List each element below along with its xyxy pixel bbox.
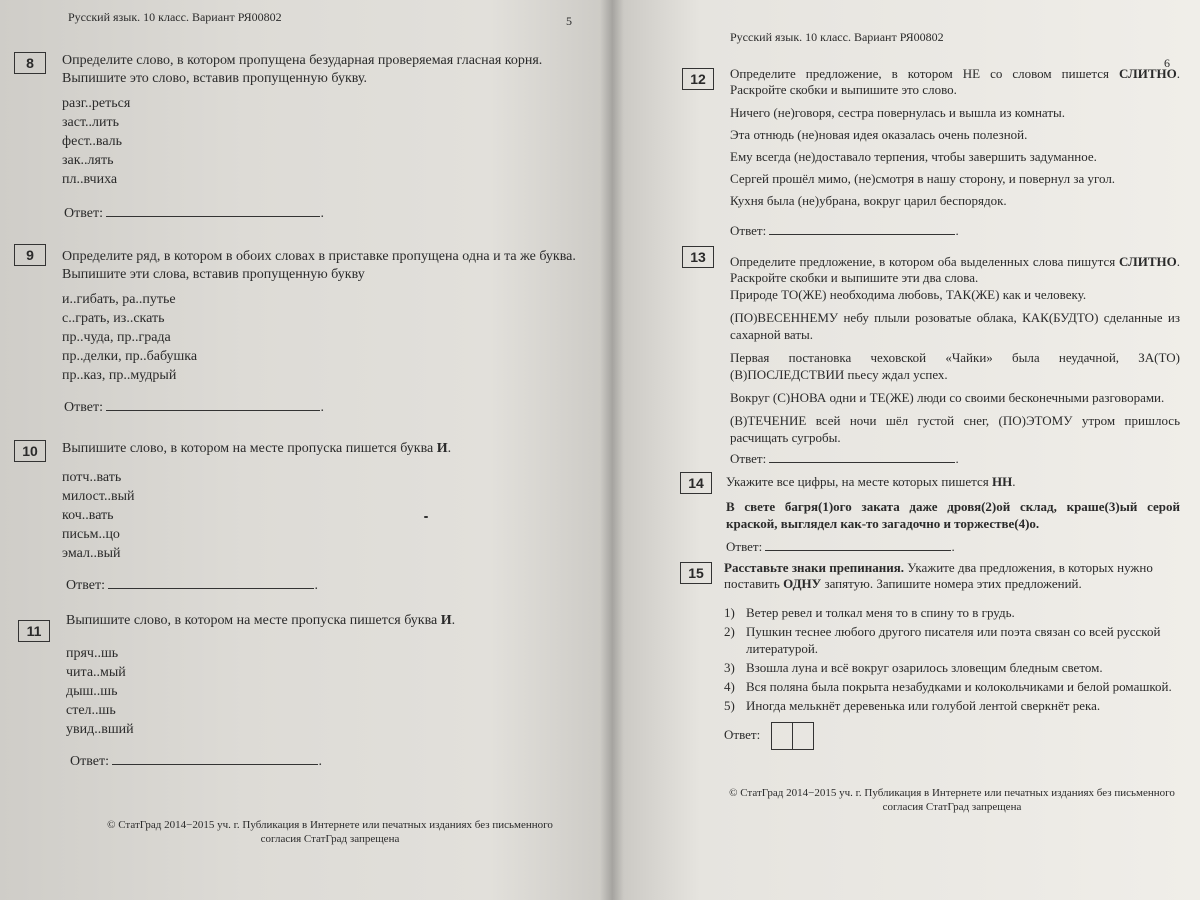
- list-item: Первая постановка чеховской «Чайки» была неудачной, ЗА(ТО) (В)ПОСЛЕДСТВИИ пьесу ждал успех.: [730, 350, 1180, 382]
- task-question: [724, 560, 1182, 592]
- answer-dot: .: [951, 539, 955, 554]
- answer-boxes-row: [724, 722, 1182, 750]
- book-spine-shadow: [600, 0, 624, 900]
- answer-label: Ответ:: [730, 223, 767, 238]
- list-item: пл..вчиха: [62, 172, 118, 187]
- list-item: (ПО)ВЕСЕННЕМУ небу плыли розоватые облака, КАК(БУДТО) сделанные из сахарной ваты.: [730, 310, 1180, 342]
- word-list: [62, 468, 592, 563]
- answer-box[interactable]: [771, 722, 793, 750]
- answer-label: Ответ:: [730, 451, 767, 466]
- answer-field[interactable]: [730, 450, 959, 467]
- right-page: [612, 0, 1200, 900]
- list-item: коч..вать: [62, 508, 114, 523]
- list-item: увид..вший: [66, 722, 134, 737]
- answer-boxes: [771, 722, 814, 750]
- answer-field[interactable]: [726, 538, 955, 555]
- item-number: 2): [724, 624, 735, 639]
- answer-line[interactable]: [112, 752, 318, 765]
- answer-dot: .: [320, 206, 324, 221]
- list-item: (В)ТЕЧЕНИЕ всей ночи шёл густой снег, (ПО)ЭТОМУ утром пришлось расчищать сугробы.: [730, 413, 1180, 445]
- word-list: [66, 644, 592, 739]
- list-item: заст..лить: [62, 115, 120, 130]
- answer-dot: .: [320, 400, 324, 415]
- question-text-end: .: [1012, 474, 1016, 489]
- answer-line[interactable]: [769, 450, 955, 463]
- list-item: чита..мый: [66, 665, 126, 680]
- list-item: [724, 659, 1182, 676]
- question-keyword: НН: [991, 474, 1013, 489]
- page-footer: [60, 818, 600, 846]
- question-text: Укажите два предложения, в которых нужно поставить: [724, 560, 1153, 591]
- list-item: потч..вать: [62, 470, 122, 485]
- task-8: [62, 52, 592, 189]
- question-dot: .: [447, 441, 452, 456]
- list-item: милост..вый: [62, 489, 135, 504]
- list-item: стел..шь: [66, 703, 116, 718]
- question-text: Определите предложение, в котором НЕ со словом пишется: [730, 66, 1119, 81]
- word-list: [62, 290, 592, 385]
- answer-dot: .: [955, 451, 959, 466]
- question-text: Определите предложение, в котором оба выделенных слова пишутся: [730, 254, 1119, 269]
- list-item: письм..цо: [62, 527, 120, 542]
- task-question: [730, 66, 1180, 98]
- list-item: эмал..вый: [62, 546, 121, 561]
- item-text: Взошла луна и всё вокруг озарилось зловещим бледным светом.: [746, 660, 1103, 675]
- task-number-10: 10: [14, 440, 46, 462]
- task-number-9: 9: [14, 244, 46, 266]
- answer-field[interactable]: [64, 398, 324, 416]
- answer-dot: .: [318, 754, 322, 769]
- sentence-list: [730, 286, 1180, 446]
- list-item: и..гибать, ра..путье: [62, 292, 176, 307]
- answer-line[interactable]: [769, 222, 955, 235]
- list-item: [724, 604, 1182, 621]
- answer-line[interactable]: [108, 576, 314, 589]
- page-header: Русский язык. 10 класс. Вариант РЯ00802: [730, 30, 944, 44]
- answer-label: Ответ:: [724, 726, 761, 742]
- task-11: [66, 612, 592, 739]
- list-item: зак..лять: [62, 153, 114, 168]
- question-text-end: . Раскройте скобки и выпишите эти два слова.: [730, 254, 1180, 285]
- task-number-15: 15: [680, 562, 712, 584]
- question-keyword: СЛИТНО: [1118, 66, 1177, 81]
- answer-field[interactable]: [70, 752, 322, 770]
- answer-label: Ответ:: [70, 754, 109, 769]
- list-item: с..грать, из..скать: [62, 311, 165, 326]
- question-text-end: запятую. Запишите номера этих предложений.: [821, 576, 1082, 591]
- list-item: разг..реться: [62, 96, 131, 111]
- list-item: Ничего (не)говоря, сестра повернулась и вышла из комнаты.: [730, 105, 1065, 120]
- task-15: [724, 560, 1182, 750]
- task-sentence: В свете багря(1)ого заката даже дровя(2)ой склад, краше(3)ый серой краской, выглядел как-то загадочно и торжестве(4)о.: [726, 499, 1180, 531]
- answer-label: Ответ:: [726, 539, 763, 554]
- question-keyword: ОДНУ: [783, 576, 822, 591]
- question-keyword: СЛИТНО: [1118, 254, 1177, 269]
- answer-dot: .: [955, 223, 959, 238]
- item-number: 4): [724, 679, 735, 694]
- answer-label: Ответ:: [66, 578, 105, 593]
- footer-line: согласия СтатГрад запрещена: [260, 833, 400, 845]
- task-number-12: 12: [682, 68, 714, 90]
- footer-line: © СтатГрад 2014−2015 уч. г. Публикация в Интернете или печатных изданиях без письменного: [729, 787, 1175, 799]
- item-text: Ветер ревел и толкал меня то в спину то в грудь.: [746, 605, 1015, 620]
- question-dot: .: [451, 613, 456, 628]
- item-number: 5): [724, 698, 735, 713]
- answer-line[interactable]: [765, 538, 951, 551]
- answer-line[interactable]: [106, 398, 320, 411]
- page-footer: [722, 786, 1182, 814]
- task-question: [62, 440, 592, 458]
- task-13: [730, 254, 1180, 446]
- task-question: Определите ряд, в котором в обоих словах в приставке пропущена одна и та же буква. Выпишите эти слова, вставив пропущенную букву: [62, 249, 576, 282]
- item-text: Вся поляна была покрыта незабудками и колокольчиками и белой ромашкой.: [746, 679, 1172, 694]
- footer-line: © СтатГрад 2014−2015 уч. г. Публикация в Интернете или печатных изданиях без письменного: [107, 819, 553, 831]
- list-item: пр..делки, пр..бабушка: [62, 349, 198, 364]
- list-item: дыш..шь: [66, 684, 118, 699]
- page-number: 6: [1164, 56, 1170, 70]
- task-9: [62, 248, 592, 385]
- page-header: Русский язык. 10 класс. Вариант РЯ00802: [68, 10, 282, 24]
- item-text: Иногда мелькнёт деревенька или голубой лентой сверкнёт река.: [746, 698, 1101, 713]
- answer-label: Ответ:: [64, 206, 103, 221]
- list-item: пр..каз, пр..мудрый: [62, 368, 177, 383]
- list-item: [724, 678, 1182, 695]
- task-10: [62, 440, 592, 563]
- list-item: [724, 623, 1182, 657]
- answer-dot: .: [314, 578, 318, 593]
- question-letter: И: [436, 441, 448, 456]
- task-number-11: 11: [18, 620, 50, 642]
- list-item: Ему всегда (не)доставало терпения, чтобы завершить задуманное.: [730, 149, 1097, 164]
- list-item: Вокруг (С)НОВА одни и ТЕ(ЖЕ) люди со своими бесконечными разговорами.: [730, 390, 1165, 405]
- ink-mark: [424, 516, 428, 518]
- question-text: Укажите все цифры, на месте которых пишется: [726, 474, 992, 489]
- list-item: Природе ТО(ЖЕ) необходима любовь, ТАК(ЖЕ) как и человеку.: [730, 287, 1087, 302]
- task-number-13: 13: [682, 246, 714, 268]
- list-item: Сергей прошёл мимо, (не)смотря в нашу сторону, и повернул за угол.: [730, 171, 1116, 186]
- question-text: Выпишите слово, в котором на месте пропуска пишется буква: [66, 613, 441, 628]
- page-number: 5: [566, 14, 572, 28]
- answer-box[interactable]: [793, 722, 814, 750]
- answer-field[interactable]: [64, 204, 324, 222]
- task-14: [726, 474, 1180, 532]
- task-question: Определите слово, в котором пропущена безударная проверяемая гласная корня. Выпишите это слово, вставив пропущенную букву.: [62, 53, 543, 86]
- task-number-8: 8: [14, 52, 46, 74]
- question-letter: И: [440, 613, 452, 628]
- task-12: [730, 66, 1180, 210]
- sentence-list: [724, 604, 1182, 714]
- question-text-end: . Раскройте скобки и выпишите это слово.: [730, 66, 1180, 97]
- list-item: Эта отнюдь (не)новая идея оказалась очень полезной.: [730, 127, 1028, 142]
- list-item: Кухня была (не)убрана, вокруг царил беспорядок.: [730, 193, 1007, 208]
- word-list: [62, 94, 592, 189]
- item-number: 1): [724, 605, 735, 620]
- question-keyword: Расставьте знаки препинания.: [724, 560, 905, 575]
- footer-line: согласия СтатГрад запрещена: [882, 801, 1022, 813]
- item-number: 3): [724, 660, 735, 675]
- task-question: [66, 612, 592, 630]
- list-item: фест..валь: [62, 134, 123, 149]
- question-text: Выпишите слово, в котором на месте пропуска пишется буква: [62, 441, 437, 456]
- sentence-list: [730, 104, 1180, 210]
- answer-label: Ответ:: [64, 400, 103, 415]
- task-question: [726, 474, 1180, 490]
- answer-line[interactable]: [106, 204, 320, 217]
- list-item: [724, 697, 1182, 714]
- answer-field[interactable]: [66, 576, 318, 594]
- list-item: пряч..шь: [66, 646, 119, 661]
- list-item: пр..чуда, пр..града: [62, 330, 171, 345]
- task-number-14: 14: [680, 472, 712, 494]
- answer-field[interactable]: [730, 222, 959, 239]
- item-text: Пушкин теснее любого другого писателя или поэта связан со всей русской литературой.: [746, 624, 1161, 656]
- task-question: [730, 254, 1180, 286]
